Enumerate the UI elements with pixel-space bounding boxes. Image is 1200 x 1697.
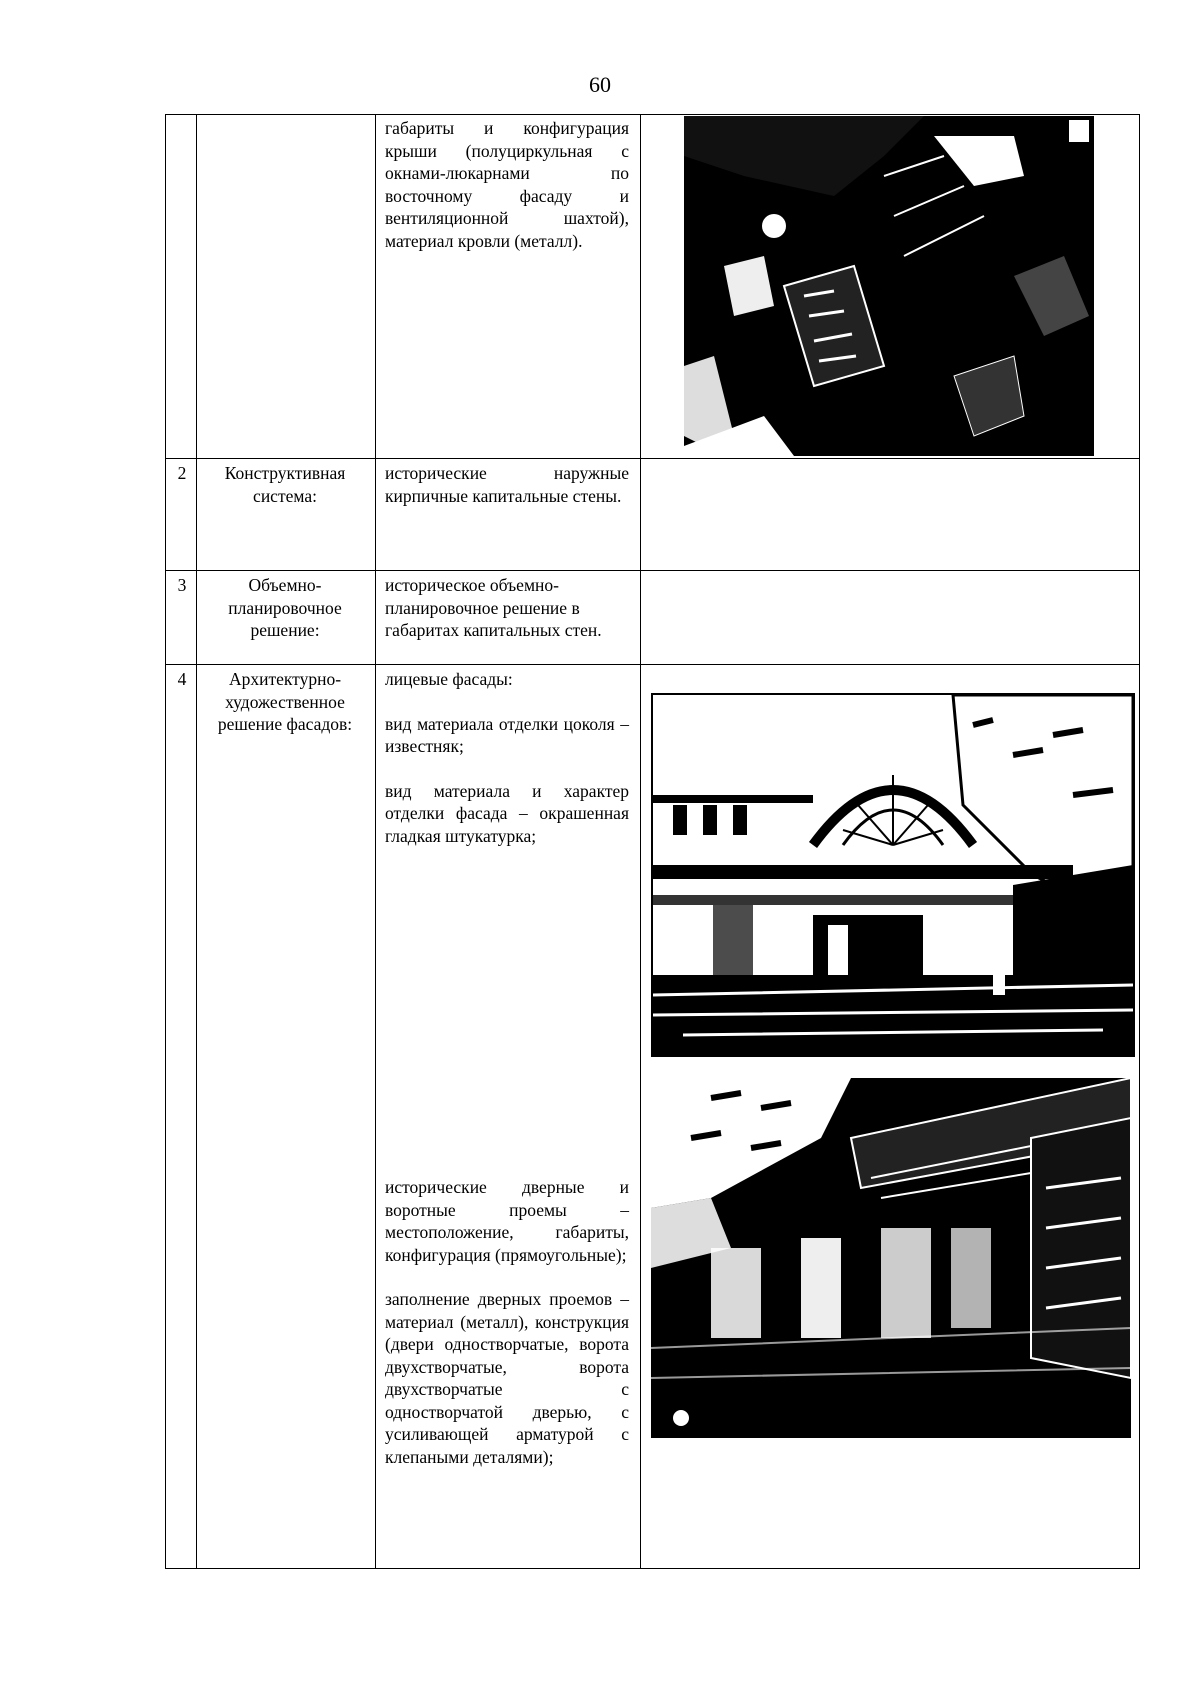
page-number: 60 <box>589 72 611 97</box>
roof-photo <box>684 116 1094 456</box>
row-4-description-continued <box>385 1176 629 1468</box>
row-divider <box>165 458 1140 459</box>
row-divider <box>165 570 1140 571</box>
facade-doors-photo <box>651 1078 1131 1438</box>
row-2-description: исторические наружные кирпичные капитальные стены. <box>385 463 629 506</box>
column-divider <box>375 114 376 1569</box>
row-3-name: Объемно-планировочное решение: <box>228 575 342 640</box>
row-3-description: историческое объемно-планировочное решение в габаритах капитальных стен. <box>385 575 602 640</box>
facade-doors-photo-image <box>651 1078 1131 1438</box>
row-4-name: Архитектурно-художественное решение фасадов: <box>217 669 353 734</box>
facade-arch-photo <box>651 693 1135 1057</box>
row-divider <box>165 664 1140 665</box>
column-divider <box>196 114 197 1569</box>
roof-description: габариты и конфигурация крыши (полуциркульная с окнами-люкарнами по восточному фасаду и вентиляционной шахтой), материал кровли (металл). <box>385 118 629 251</box>
facade-paragraph: лицевые фасады: <box>385 669 513 689</box>
row-2-name: Конструктивная система: <box>224 463 346 506</box>
facade-paragraph: вид материала и характер отделки фасада – окрашенная гладкая штукатурка; <box>385 780 629 846</box>
column-divider <box>640 114 641 1569</box>
row-4-number: 4 <box>177 669 187 689</box>
row-2-number: 2 <box>177 463 187 483</box>
facade-paragraph: заполнение дверных проемов – материал (металл), конструкция (двери одностворчатые, ворота двухстворчатые, ворота двухстворчатые с одностворчатой дверью, с усиливающей арматурой с клепаными деталями); <box>385 1289 629 1467</box>
facade-paragraph: вид материала отделки цоколя – известняк; <box>385 713 629 756</box>
facade-arch-photo-image <box>653 695 1133 1055</box>
row-4-description <box>385 668 629 847</box>
row-3-number: 3 <box>177 575 187 595</box>
facade-paragraph: исторические дверные и воротные проемы – местоположение, габариты, конфигурация (прямоугольные); <box>385 1177 629 1265</box>
roof-photo-image <box>684 116 1094 456</box>
